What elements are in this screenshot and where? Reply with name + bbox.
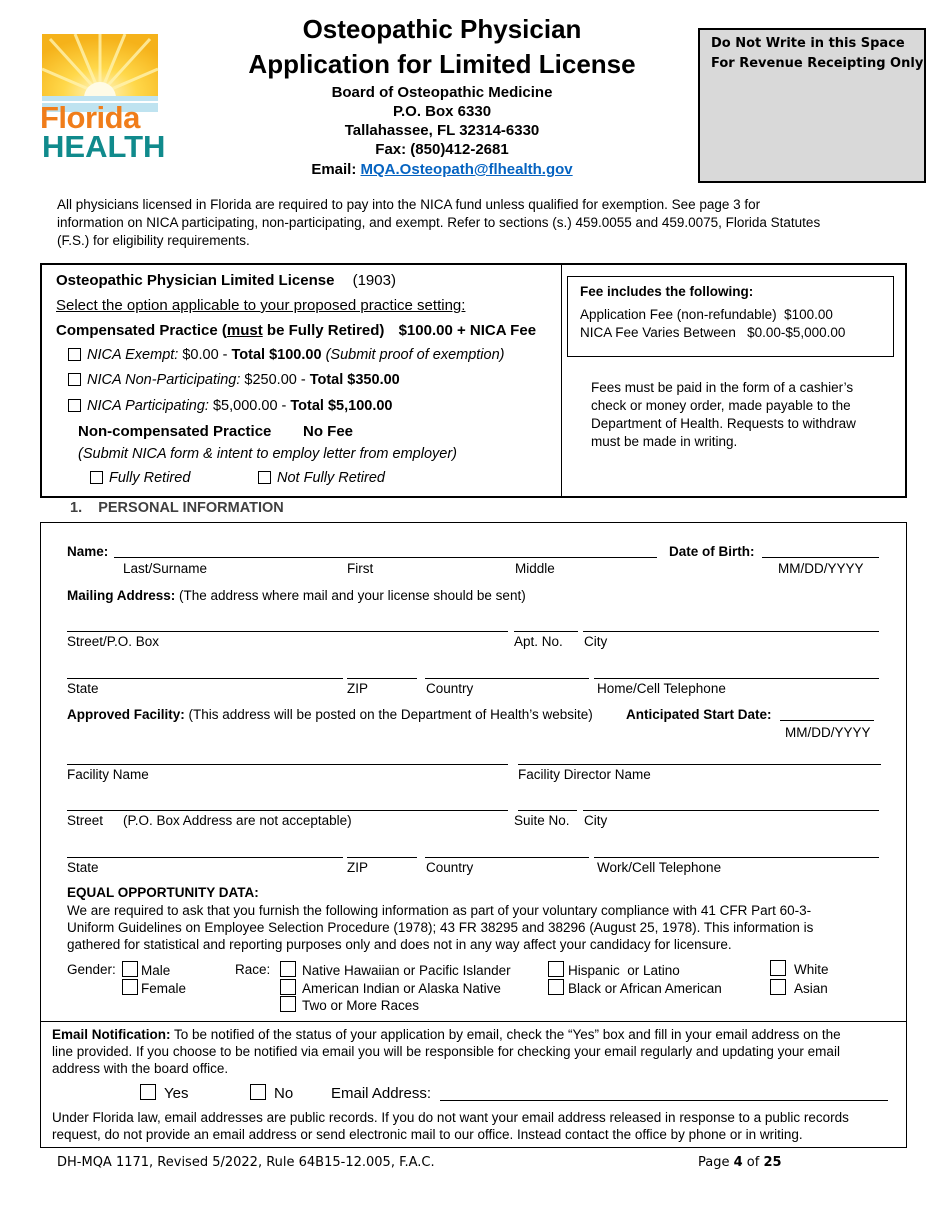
noncompensated-practice: Non-compensated Practice (78, 423, 272, 440)
email-yes-option[interactable] (140, 1084, 188, 1102)
license-code: (1903) (352, 272, 396, 289)
opt-amount: $5,000.00 - (208, 398, 291, 414)
noncomp-note: (Submit NICA form & intent to employ letter from employer) (78, 446, 457, 462)
race-asian[interactable] (770, 979, 828, 996)
facility-street-input[interactable] (67, 810, 508, 811)
opt-note: (Submit proof of exemption) (321, 347, 505, 363)
opt-total: Total $350.00 (309, 372, 400, 388)
facility-label-text: Approved Facility: (67, 707, 185, 722)
option-not-fully-retired[interactable] (258, 470, 385, 486)
opt-amount: $250.00 - (240, 372, 310, 388)
board-name: Board of Osteopathic Medicine (331, 84, 553, 101)
director-caption: Facility Director Name (518, 767, 651, 782)
email-no-checkbox[interactable] (250, 1084, 266, 1100)
race-label: Race: (235, 962, 271, 977)
mailing-note: (The address where mail and your license should be sent) (175, 588, 526, 603)
approved-facility-label (67, 707, 593, 722)
practice-select-instruction: Select the option applicable to your proposed practice setting: (56, 297, 466, 314)
white-checkbox[interactable] (770, 960, 786, 976)
gender-female[interactable] (122, 979, 186, 996)
hispanic-checkbox[interactable] (548, 961, 564, 977)
fee-line-1: Application Fee (non-refundable) $100.00 (580, 307, 833, 322)
name-input[interactable] (114, 557, 657, 558)
payment-line-4: must be made in writing. (591, 434, 738, 449)
facility-note: (This address will be posted on the Department of Health’s website) (184, 707, 593, 722)
mailing-country-input[interactable] (425, 678, 589, 679)
race-label-0: Native Hawaiian or Pacific Islander (302, 963, 511, 978)
email-notice-text1: To be notified of the status of your application by email, check the “Yes” box and fill in your email address on the (170, 1027, 841, 1042)
email-no-option[interactable] (250, 1084, 293, 1102)
email-line (200, 161, 684, 178)
email-no-label: No (274, 1085, 294, 1102)
page-prefix: Page (698, 1155, 734, 1170)
work-phone-caption: Work/Cell Telephone (597, 860, 722, 875)
asian-checkbox[interactable] (770, 979, 786, 995)
eeo-text-2: Uniform Guidelines on Employee Selection Procedure (1978); 43 FR 38295 and 38296 (August 25, 1978). This information is (67, 920, 814, 935)
home-phone-input[interactable] (594, 678, 879, 679)
mailing-street-input[interactable] (67, 631, 508, 632)
comp-text-a: Compensated Practice ( (56, 322, 227, 339)
street-note-caption: (P.O. Box Address are not acceptable) (123, 813, 352, 828)
race-two-or-more[interactable] (280, 996, 419, 1013)
dob-label: Date of Birth: (669, 544, 755, 559)
mailing-apt-input[interactable] (514, 631, 578, 632)
start-date-format: MM/DD/YYYY (785, 725, 871, 740)
gender-label: Gender: (67, 962, 116, 977)
florida-health-logo (40, 34, 166, 164)
name-label: Name: (67, 544, 109, 559)
nica-participating-checkbox[interactable] (68, 399, 81, 412)
section-personal-information: 1. PERSONAL INFORMATION (70, 500, 284, 516)
intro-line-3: (F.S.) for eligibility requirements. (57, 233, 250, 248)
home-phone-caption: Home/Cell Telephone (597, 681, 726, 696)
native-hawaiian-checkbox[interactable] (280, 961, 296, 977)
opt-total: Total $100.00 (231, 347, 322, 363)
email-yes-checkbox[interactable] (140, 1084, 156, 1100)
race-white[interactable] (770, 960, 829, 977)
facility-city-input[interactable] (583, 810, 879, 811)
race-label-4: Black or African American (568, 981, 722, 996)
email-notice-line-1 (52, 1027, 841, 1042)
mailing-city-input[interactable] (583, 631, 879, 632)
logo-florida: Florida (40, 100, 140, 135)
email-notice-label: Email Notification: (52, 1027, 171, 1042)
nica-exempt-checkbox[interactable] (68, 348, 81, 361)
middle-name-caption: Middle (515, 561, 555, 576)
fee-includes-title: Fee includes the following: (580, 284, 754, 299)
email-address-label: Email Address: (331, 1085, 432, 1102)
state-caption: State (67, 681, 99, 696)
country2-caption: Country (426, 860, 474, 875)
city-caption: City (584, 634, 608, 649)
suite-caption: Suite No. (514, 813, 570, 828)
not-fully-retired-checkbox[interactable] (258, 471, 271, 484)
payment-line-3: Department of Health. Requests to withdraw (591, 416, 856, 431)
po-box: P.O. Box 6330 (392, 103, 492, 120)
first-name-caption: First (347, 561, 374, 576)
fee-line-2: NICA Fee Varies Between $0.00-$5,000.00 (580, 325, 846, 340)
license-box-divider (561, 264, 562, 496)
race-hispanic[interactable] (548, 961, 680, 978)
mailing-address-label (67, 588, 526, 603)
option-fully-retired[interactable] (90, 470, 190, 486)
work-phone-input[interactable] (594, 857, 879, 858)
start-date-label: Anticipated Start Date: (626, 707, 772, 722)
dob-format: MM/DD/YYYY (778, 561, 864, 576)
comp-text-b: be Fully Retired) (262, 322, 385, 339)
comp-must: must (226, 322, 263, 339)
race-label-5: White (794, 962, 829, 977)
not-fully-retired-label: Not Fully Retired (277, 470, 385, 486)
race-american-indian[interactable] (280, 979, 501, 996)
eeo-text-3: gathered for statistical and reporting purposes only and does not in any way affect your candidacy for licensure. (67, 937, 732, 952)
intro-line-1: All physicians licensed in Florida are required to pay into the NICA fund unless qualified for exemption. See page 3 for (57, 197, 761, 212)
female-checkbox[interactable] (122, 979, 138, 995)
mailing-state-input[interactable] (67, 678, 343, 679)
city-address: Tallahassee, FL 32314-6330 (344, 122, 540, 139)
apt-caption: Apt. No. (514, 634, 563, 649)
opt-label: NICA Non-Participating: (87, 372, 241, 388)
opt-amount: $0.00 - (178, 347, 232, 363)
public-records-line-1: Under Florida law, email addresses are public records. If you do not want your email address released in response to a public records (52, 1110, 849, 1125)
black-checkbox[interactable] (548, 979, 564, 995)
logo-health: HEALTH (42, 129, 166, 164)
zip2-caption: ZIP (347, 860, 369, 875)
state2-caption: State (67, 860, 99, 875)
option-nica-participating[interactable] (68, 398, 393, 414)
female-label: Female (141, 981, 187, 996)
comp-fee: $100.00 + NICA Fee (398, 322, 537, 339)
race-label-6: Asian (794, 981, 828, 996)
intro-line-2: information on NICA participating, non-participating, and exempt. Refer to sections (s.) 459.0055 and 459.0075, Florida Statutes (57, 215, 821, 230)
compensated-practice (56, 322, 536, 339)
option-nica-exempt[interactable] (68, 347, 505, 363)
start-date-input[interactable] (780, 720, 874, 721)
revenue-receipting-box (698, 28, 926, 183)
no-fee: No Fee (303, 423, 354, 440)
page-current: 4 (733, 1155, 743, 1170)
payment-line-1: Fees must be paid in the form of a cashier’s (591, 380, 854, 395)
form-title-line1: Osteopathic Physician (302, 14, 582, 44)
facility-state-input[interactable] (67, 857, 343, 858)
page-number (698, 1155, 782, 1170)
race-native-hawaiian[interactable] (280, 961, 511, 978)
male-checkbox[interactable] (122, 961, 138, 977)
facility-country-input[interactable] (425, 857, 589, 858)
gender-male[interactable] (122, 961, 170, 978)
fax-number: Fax: (850)412-2681 (375, 141, 509, 158)
eeo-title: EQUAL OPPORTUNITY DATA: (67, 885, 259, 900)
facility-name-input[interactable] (67, 764, 508, 765)
race-label-3: Hispanic or Latino (568, 963, 680, 978)
city2-caption: City (584, 813, 608, 828)
facility-zip-input[interactable] (347, 857, 417, 858)
mailing-zip-input[interactable] (347, 678, 417, 679)
revenue-box-line2: For Revenue Receipting Only (711, 56, 924, 71)
zip-caption: ZIP (347, 681, 369, 696)
race-label-2: Two or More Races (302, 998, 420, 1013)
director-name-input[interactable] (518, 764, 881, 765)
form-title-line2: Application for Limited License (248, 49, 636, 79)
email-address-input[interactable] (440, 1100, 888, 1101)
opt-label: NICA Exempt: (87, 347, 179, 363)
facility-name-caption: Facility Name (67, 767, 149, 782)
board-email-link[interactable]: MQA.Osteopath@flhealth.gov (360, 161, 573, 178)
email-notice-line-3: address with the board office. (52, 1061, 229, 1076)
dob-input[interactable] (762, 557, 879, 558)
race-black[interactable] (548, 979, 722, 996)
mailing-label-text: Mailing Address: (67, 588, 176, 603)
fully-retired-checkbox[interactable] (90, 471, 103, 484)
two-or-more-checkbox[interactable] (280, 996, 296, 1012)
street-pobox-caption: Street/P.O. Box (67, 634, 160, 649)
page-total: 25 (763, 1155, 782, 1170)
street-caption: Street (67, 813, 104, 828)
nica-nonparticipating-checkbox[interactable] (68, 373, 81, 386)
country-caption: Country (426, 681, 474, 696)
payment-line-2: check or money order, made payable to the (591, 398, 851, 413)
form-number: DH-MQA 1171, Revised 5/2022, Rule 64B15-12.005, F.A.C. (57, 1155, 435, 1170)
page-of: of (742, 1155, 764, 1170)
eeo-text-1: We are required to ask that you furnish the following information as part of your voluntary compliance with 41 CFR Part 60-3- (67, 903, 812, 918)
opt-total: Total $5,100.00 (290, 398, 393, 414)
fully-retired-label: Fully Retired (109, 470, 191, 486)
american-indian-checkbox[interactable] (280, 979, 296, 995)
opt-label: NICA Participating: (87, 398, 209, 414)
suite-input[interactable] (518, 810, 577, 811)
race-label-1: American Indian or Alaska Native (302, 981, 501, 996)
revenue-box-line1: Do Not Write in this Space (711, 36, 905, 51)
email-yes-label: Yes (164, 1085, 189, 1102)
option-nica-nonparticipating[interactable] (68, 372, 400, 388)
last-name-caption: Last/Surname (123, 561, 208, 576)
public-records-line-2: request, do not provide an email address or send electronic mail to our office. Instead contact the office by phone or in writing. (52, 1127, 803, 1142)
license-title (56, 272, 396, 289)
email-label: Email: (311, 161, 357, 178)
male-label: Male (141, 963, 171, 978)
email-notice-line-2: line provided. If you choose to be notified via email you will be responsible for checking your email regularly and updating your email (52, 1044, 840, 1059)
license-title-text: Osteopathic Physician Limited License (56, 272, 335, 289)
